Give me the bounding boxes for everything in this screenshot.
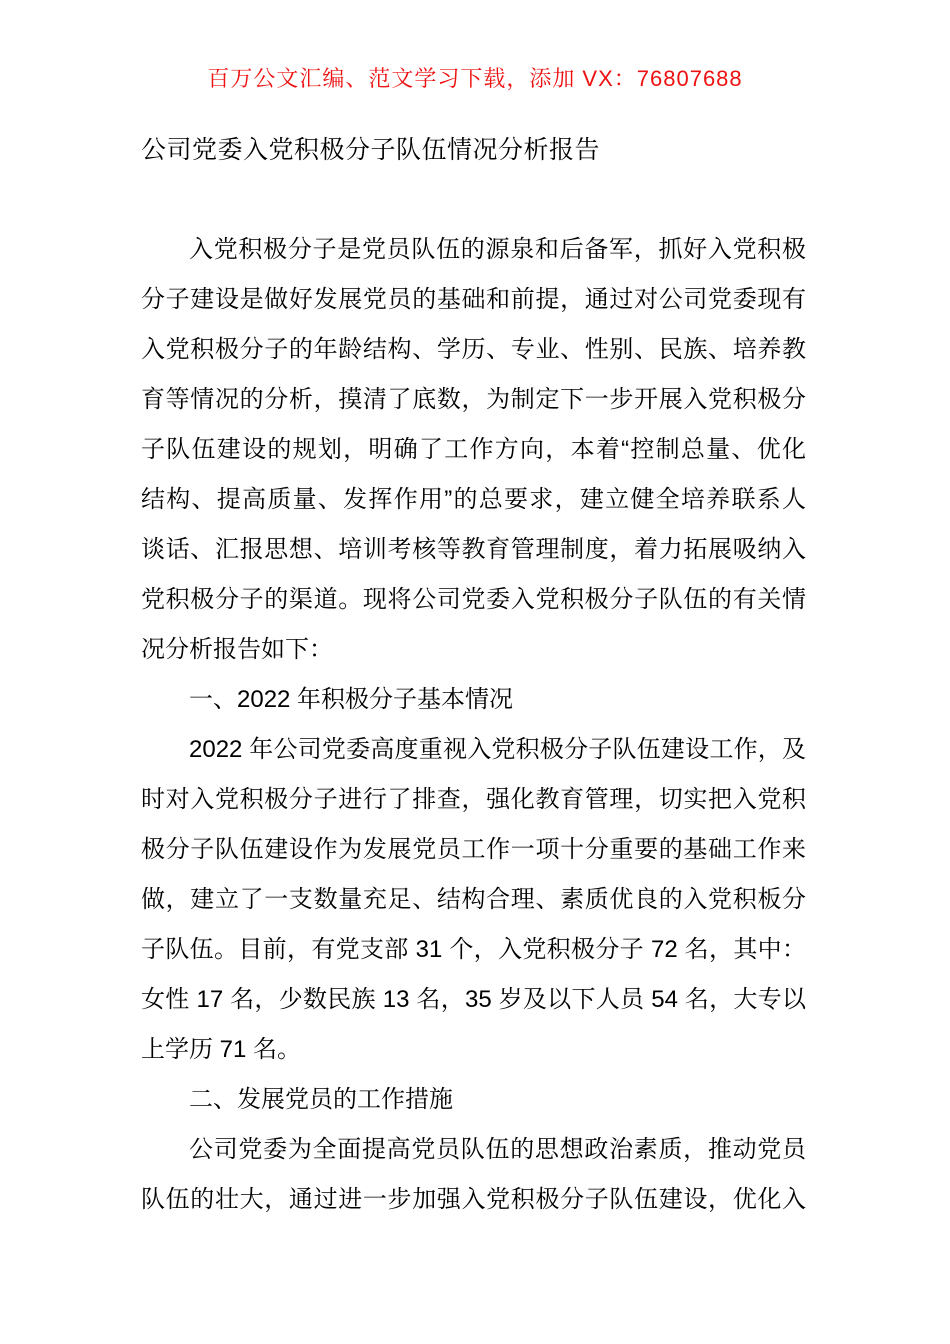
body-line: 极分子队伍建设作为发展党员工作一项十分重要的基础工作来 <box>141 836 806 863</box>
document-title: 公司党委入党积极分子队伍情况分析报告 <box>141 136 601 164</box>
body-line: 分子建设是做好发展党员的基础和前提，通过对公司党委现有 <box>141 286 806 313</box>
body-line: 结构、提高质量、发挥作用”的总要求，建立健全培养联系人 <box>141 486 806 513</box>
body-line: 队伍的壮大，通过进一步加强入党积极分子队伍建设，优化入 <box>141 1186 806 1213</box>
body-line: 做，建立了一支数量充足、结构合理、素质优良的入党积板分 <box>141 886 806 913</box>
body-line: 公司党委为全面提高党员队伍的思想政治素质，推动党员 <box>189 1136 806 1163</box>
body-line: 上学历 71 名。 <box>141 1036 302 1063</box>
body-line: 育等情况的分析，摸清了底数，为制定下一步开展入党积极分 <box>141 386 806 413</box>
document-body <box>141 225 806 1225</box>
body-line: 入党积极分子的年龄结构、学历、专业、性别、民族、培养教 <box>141 336 806 363</box>
section-heading: 二、发展党员的工作措施 <box>189 1086 453 1113</box>
body-line: 况分析报告如下： <box>141 636 333 663</box>
section-heading: 一、2022 年积极分子基本情况 <box>189 686 514 713</box>
body-line: 女性 17 名，少数民族 13 名，35 岁及以下人员 54 名，大专以 <box>141 986 806 1013</box>
body-line: 子队伍。目前，有党支部 31 个，入党积极分子 72 名，其中： <box>141 936 806 963</box>
body-line: 党积极分子的渠道。现将公司党委入党积极分子队伍的有关情 <box>141 586 806 613</box>
body-line: 子队伍建设的规划，明确了工作方向，本着“控制总量、优化 <box>141 436 806 463</box>
promo-banner: 百万公文汇编、范文学习下载，添加 VX：76807688 <box>207 66 743 91</box>
body-line: 谈话、汇报思想、培训考核等教育管理制度，着力拓展吸纳入 <box>141 536 806 563</box>
body-line: 入党积极分子是党员队伍的源泉和后备军，抓好入党积极 <box>189 236 806 263</box>
body-line: 2022 年公司党委高度重视入党积极分子队伍建设工作，及 <box>189 736 806 763</box>
body-line: 时对入党积极分子进行了排查，强化教育管理，切实把入党积 <box>141 786 806 813</box>
